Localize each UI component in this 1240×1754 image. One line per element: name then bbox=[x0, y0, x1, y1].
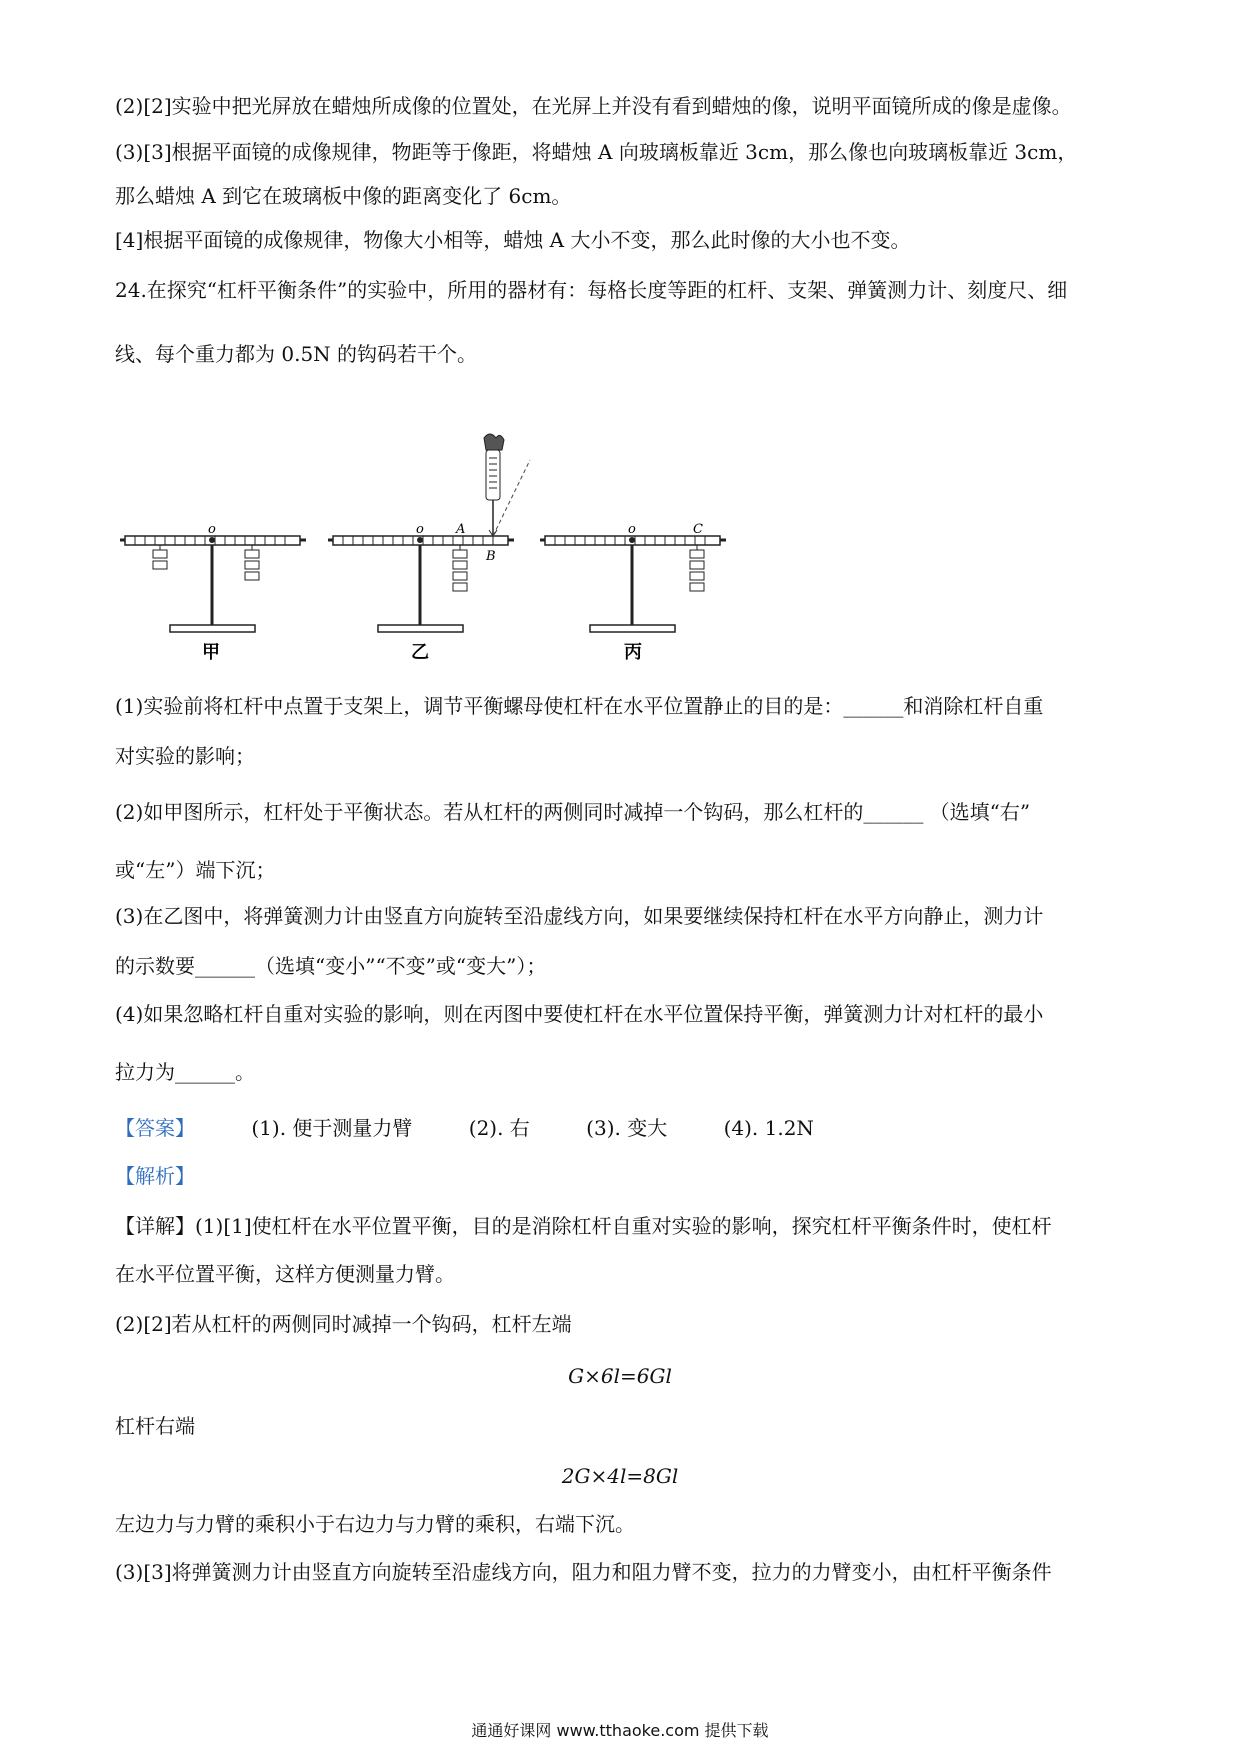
answer-item: (4). 1.2N bbox=[723, 1116, 814, 1140]
figure-label-yi: 乙 bbox=[411, 642, 429, 663]
text-line: (2)[2]实验中把光屏放在蜡烛所成像的位置处，在光屏上并没有看到蜡烛的像，说明平面镜所成的像是虚像。 bbox=[115, 94, 1072, 118]
text-line: [4]根据平面镜的成像规律，物像大小相等，蜡烛 A 大小不变，那么此时像的大小也不变。 bbox=[115, 228, 911, 252]
footer-source: 通通好课网 www.tthaoke.com 提供下载 bbox=[471, 1721, 769, 1740]
question-24-stem: 线、每个重力都为 0.5N 的钩码若干个。 bbox=[115, 342, 478, 366]
answer-item: (1). 便于测量力臂 bbox=[251, 1116, 413, 1140]
figure-bing bbox=[540, 522, 726, 663]
point-o-label: o bbox=[416, 522, 424, 537]
question-line: 拉力为______。 bbox=[115, 1060, 255, 1084]
question-line: (3)在乙图中，将弹簧测力计由竖直方向旋转至沿虚线方向，如果要继续保持杠杆在水平方向静止，测力计 bbox=[115, 904, 1044, 928]
detail-line: 在水平位置平衡，这样方便测量力臂。 bbox=[115, 1262, 455, 1286]
point-C-label: C bbox=[693, 522, 703, 537]
text-line: 那么蜡烛 A 到它在玻璃板中像的距离变化了 6cm。 bbox=[115, 184, 572, 208]
answer-item: (3). 变大 bbox=[586, 1116, 668, 1140]
equation-right: 2G×4l=8Gl bbox=[561, 1464, 679, 1488]
detail-line: (2)[2]若从杠杆的两侧同时减掉一个钩码，杠杆左端 bbox=[115, 1312, 572, 1336]
answer-row bbox=[115, 1114, 814, 1142]
point-B-label: B bbox=[486, 549, 496, 564]
point-o-label: o bbox=[628, 522, 636, 537]
figure-label-jia: 甲 bbox=[202, 642, 220, 663]
text-line: (3)[3]根据平面镜的成像规律，物距等于像距，将蜡烛 A 向玻璃板靠近 3cm，那么像也向玻璃板靠近 3cm， bbox=[115, 140, 1078, 164]
figure-label-bing: 丙 bbox=[624, 642, 642, 663]
equation-left: G×6l=6Gl bbox=[568, 1364, 672, 1388]
point-A-label: A bbox=[456, 522, 466, 537]
question-line: 或“左”）端下沉； bbox=[115, 858, 276, 882]
figure-yi bbox=[328, 434, 530, 663]
answer-item: (2). 右 bbox=[468, 1116, 530, 1140]
analysis-tag: 【解析】 bbox=[115, 1164, 195, 1188]
lever-figure bbox=[120, 430, 820, 670]
point-o-label: o bbox=[208, 522, 216, 537]
detail-line: 【详解】(1)[1]使杠杆在水平位置平衡，目的是消除杠杆自重对实验的影响，探究杠杆平衡条件时，使杠杆 bbox=[115, 1214, 1052, 1238]
question-line: 对实验的影响； bbox=[115, 744, 255, 768]
question-line: (2)如甲图所示，杠杆处于平衡状态。若从杠杆的两侧同时减掉一个钩码，那么杠杆的______ （选填“右” bbox=[115, 800, 1031, 824]
question-line: 的示数要______（选填“变小”“不变”或“变大”）； bbox=[115, 954, 547, 978]
detail-line: 杠杆右端 bbox=[115, 1414, 195, 1438]
question-line: (1)实验前将杠杆中点置于支架上，调节平衡螺母使杠杆在水平位置静止的目的是：______和消除杠杆自重 bbox=[115, 694, 1044, 718]
question-24-stem: 24.在探究“杠杆平衡条件”的实验中，所用的器材有：每格长度等距的杠杆、支架、弹簧测力计、刻度尺、细 bbox=[115, 278, 1068, 302]
figure-jia bbox=[120, 522, 306, 663]
detail-line: 左边力与力臂的乘积小于右边力与力臂的乘积，右端下沉。 bbox=[115, 1512, 635, 1536]
question-line: (4)如果忽略杠杆自重对实验的影响，则在丙图中要使杠杆在水平位置保持平衡，弹簧测力计对杠杆的最小 bbox=[115, 1002, 1044, 1026]
detail-line: (3)[3]将弹簧测力计由竖直方向旋转至沿虚线方向，阻力和阻力臂不变，拉力的力臂变小，由杠杆平衡条件 bbox=[115, 1560, 1052, 1584]
answer-tag: 【答案】 bbox=[115, 1116, 195, 1140]
